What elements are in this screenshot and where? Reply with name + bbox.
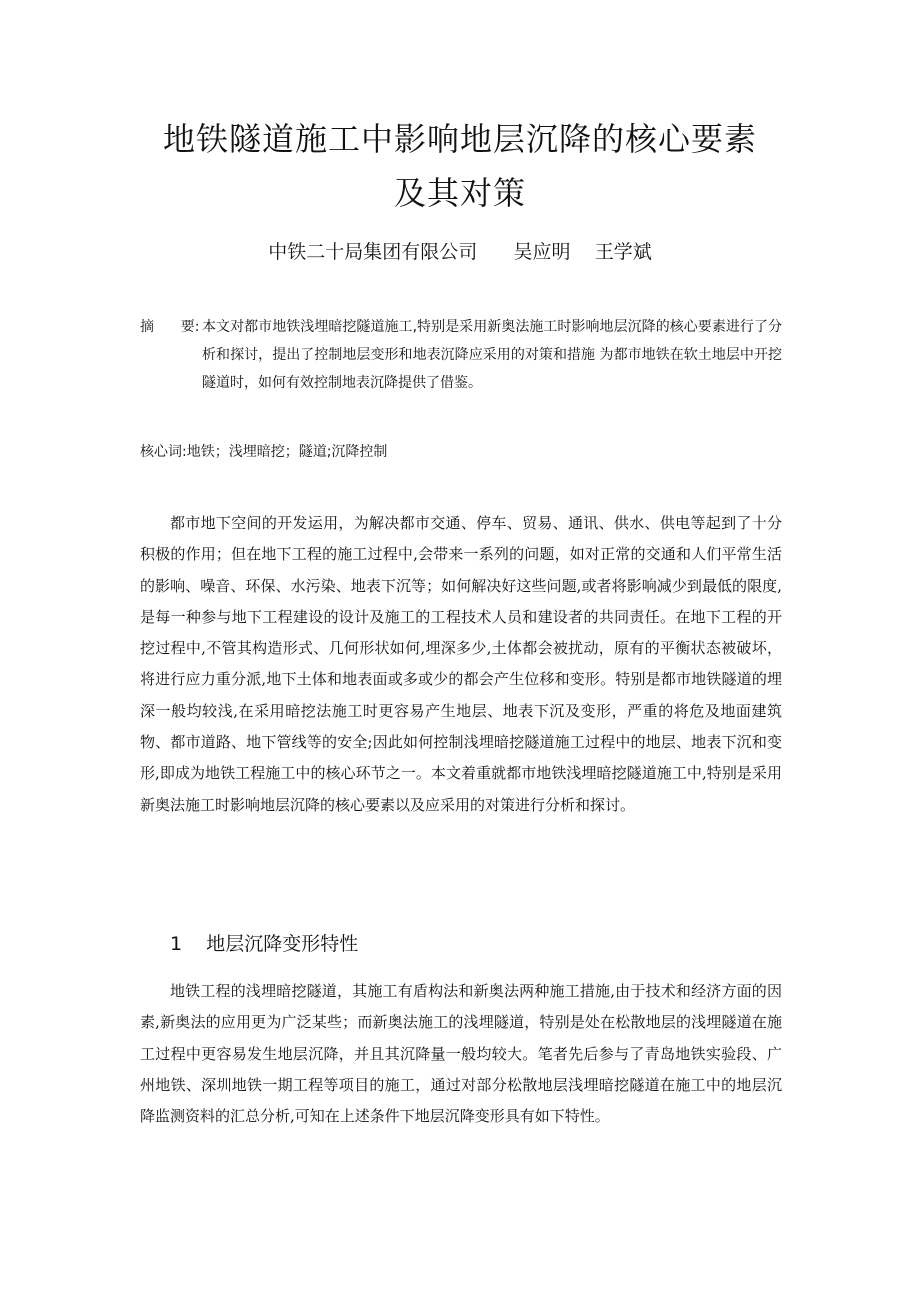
title-line-1: 地铁隧道施工中影响地层沉降的核心要素 — [162, 120, 757, 158]
title-line-2: 及其对策 — [393, 174, 526, 212]
section-heading: 1 地层沉降变形特性 — [170, 933, 359, 955]
authors-line: 中铁二十局集团有限公司 吴应明 王学斌 — [268, 241, 652, 263]
paragraph-text: 都市地下空间的开发运用，为解决都市交通、停车、贸易、通讯、供水、供电等起到了十分积极的作用；但在地下工程的施工过程中,会带来一系列的问题，如对正常的交通和人们平常生活的影响、噪音、环保、水污染、地表下沉等；如何解决好这些问题,或者将影响减少到最低的限度,是每一种参与地下工程建设的设计及施工的工程技术人员和建设者的共同责任。在地下工程的开挖过程中,不管其构造形式、几何形状如何,埋深多少,土体都会被扰动，原有的平衡状态被破坏，将进行应力重分派,地下土体和地表面或多或少的都会产生位移和变形。特别是都市地铁隧道的埋深一般均较浅,在采用暗挖法施工时更容易产生地层、地表下沉及变形，严重的将危及地面建筑物、都市道路、地下管线等的安全;因此如何控制浅埋暗挖隧道施工过程中的地层、地表下沉和变形,即成为地铁工程施工中的核心环节之一。本文着重就都市地铁浅埋暗挖隧道施工中,特别是采用新奥法施工时影响地层沉降的核心要素以及应采用的对策进行分析和探讨。 — [140, 514, 782, 814]
body-paragraph-2 — [140, 976, 782, 1132]
document-title — [100, 112, 820, 220]
abstract-text: 本文对都市地铁浅埋暗挖隧道施工,特别是采用新奥法施工时影响地层沉降的核心要素进行了分析和探讨，提出了控制地层变形和地表沉降应采用的对策和措施 为都市地铁在软土地层中开挖隧道时，如何有效控制地表沉降提供了借鉴。 — [202, 319, 782, 391]
keywords-line: 核心词:地铁；浅埋暗挖；隧道;沉降控制 — [140, 444, 388, 460]
paragraph-text: 地铁工程的浅埋暗挖隧道，其施工有盾构法和新奥法两种施工措施,由于技术和经济方面的因素,新奥法的应用更为广泛某些；而新奥法施工的浅埋隧道，特别是处在松散地层的浅埋隧道在施工过程中更容易发生地层沉降，并且其沉降量一般均较大。笔者先后参与了青岛地铁实验段、广州地铁、深圳地铁一期工程等项目的施工，通过对部分松散地层浅埋暗挖隧道在施工中的地层沉降监测资料的汇总分析,可知在上述条件下地层沉降变形具有如下特性。 — [140, 982, 782, 1126]
abstract-label: 摘 要: — [140, 319, 200, 335]
body-paragraph-1 — [140, 508, 782, 821]
